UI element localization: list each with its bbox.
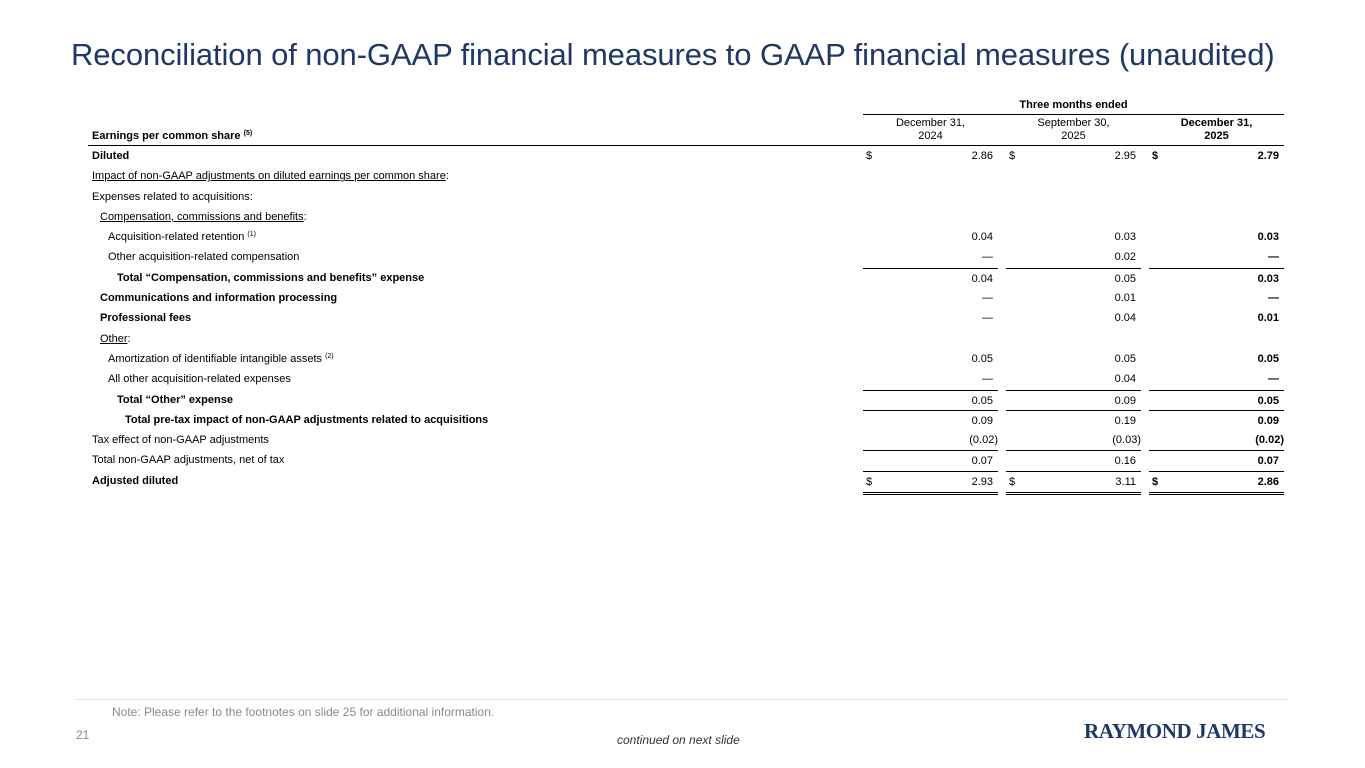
table-row: Total non-GAAP adjustments, net of tax 0.07 0.16 0.07 xyxy=(88,450,1284,470)
column-header-sep-2025: September 30, 2025 xyxy=(1037,117,1110,142)
page-number: 21 xyxy=(76,728,90,742)
table-row: Amortization of identifiable intangible assets $^{(2)}$ 0.05 0.05 0.05 xyxy=(108,352,1279,365)
table-row: Expenses related to acquisitions: xyxy=(92,190,253,203)
table-row: Tax effect of non-GAAP adjustments (0.02) (0.03) (0.02) xyxy=(92,434,1284,447)
eps-reconciliation-table xyxy=(88,97,1284,491)
raymond-james-logo: RAYMOND JAMES xyxy=(1084,719,1266,743)
footer-divider xyxy=(76,699,1288,700)
section-label: Earnings per common share $^{(5)}$ xyxy=(92,130,253,142)
page-title: Reconciliation of non-GAAP financial measures to GAAP financial measures (unaudited) xyxy=(71,37,1275,72)
table-row: Total pre-tax impact of non-GAAP adjustments related to acquisitions 0.09 0.19 0.09 xyxy=(88,410,1284,430)
column-header-dec-2024: December 31, 2024 xyxy=(895,117,966,142)
table-row: Compensation, commissions and benefits: xyxy=(100,210,307,223)
table-row: Other: xyxy=(100,332,131,345)
table-row: Total “Other” expense 0.05 0.09 0.05 xyxy=(88,390,1284,410)
table-row: Professional fees — 0.04 0.01 xyxy=(100,312,1279,325)
footnote-note: Note: Please refer to the footnotes on slide 25 for additional information. xyxy=(112,705,495,719)
table-row: Other acquisition-related compensation — 0.02 — xyxy=(108,251,1279,264)
table-row: Acquisition-related retention $^{(1)}$ 0.04 0.03 0.03 xyxy=(108,231,1279,244)
table-row: Adjusted diluted $ 2.93 $ 3.11 $ 2.86 xyxy=(88,471,1284,491)
continued-label: continued on next slide xyxy=(617,733,740,747)
table-row: Impact of non-GAAP adjustments on diluted earnings per common share: xyxy=(92,170,449,183)
period-header: Three months ended xyxy=(863,97,1284,115)
table-row: Total “Compensation, commissions and benefits” expense 0.04 0.05 0.03 xyxy=(88,268,1284,288)
table-row: Diluted $ 2.86 $ 2.95 $ 2.79 xyxy=(92,150,1279,162)
column-header-dec-2025: December 31, 2025 xyxy=(1180,117,1253,142)
table-row: Communications and information processing — 0.01 — xyxy=(100,292,1279,305)
column-header-row xyxy=(88,114,1284,146)
table-row: All other acquisition-related expenses — 0.04 — xyxy=(108,373,1279,386)
